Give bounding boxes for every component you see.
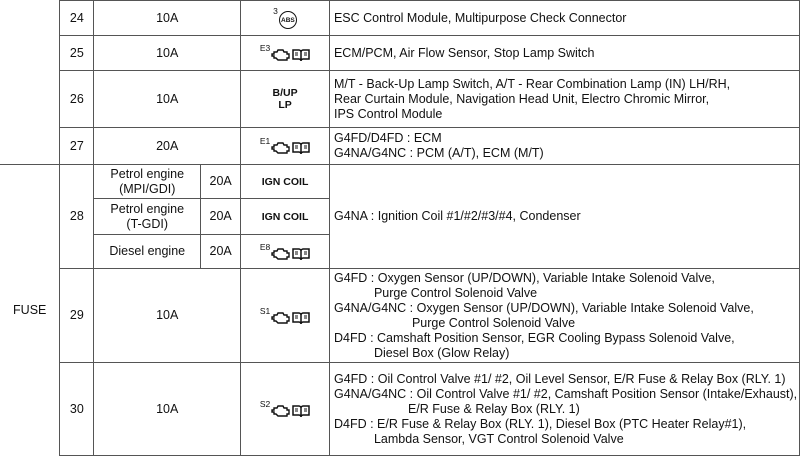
symbol-label: B/UP LP [272,87,298,111]
fuse-number: 27 [60,128,94,165]
fuse-description: ECM/PCM, Air Flow Sensor, Stop Lamp Switch [329,36,799,71]
fuse-description: M/T - Back-Up Lamp Switch, A/T - Rear Combination Lamp (IN) LH/RH, Rear Curtain Module, Navigation Head Unit, Electro Chromic Mirror, IPS Control Module [329,71,799,128]
engine-icon [271,311,291,325]
symbol-superscript: E8 [259,241,271,252]
manual-book-icon [292,48,310,62]
group-cell [0,128,60,165]
engine-type: Petrol engine (T-GDI) [94,199,201,235]
engine-icon [271,247,291,261]
fuse-number: 28 [60,165,94,269]
fuse-symbol [241,235,330,269]
fuse-number: 25 [60,36,94,71]
fuse-description: G4FD : Oil Control Valve #1/ #2, Oil Level Sensor, E/R Fuse & Relay Box (RLY. 1) G4NA/G4NC : Oil Control Valve #1/ #2, Camshaft Position Sensor (Intake/Exhaust), E/R Fuse & Relay Box (RLY. 1) D4FD : E/R Fuse & Relay Box (RLY. 1), Diesel Box (PTC Heater Relay#1), Lambda Sensor, VGT Control Solenoid Valve [329,363,799,456]
symbol-superscript: S2 [259,399,271,409]
table-row [0,1,800,36]
fuse-description: G4FD : Oxygen Sensor (UP/DOWN), Variable Intake Solenoid Valve, Purge Control Solenoid Valve G4NA/G4NC : Oxygen Sensor (UP/DOWN), Variable Intake Solenoid Valve, Purge Control Solenoid Valve D4FD : Camshaft Position Sensor, EGR Cooling Bypass Solenoid Valve, Diesel Box (Glow Relay) [329,269,799,363]
group-label: FUSE [0,165,60,456]
fuse-symbol [241,269,330,363]
fuse-rating: 10A [94,1,241,36]
table-row [0,363,800,456]
manual-book-icon [292,311,310,325]
fuse-description: ESC Control Module, Multipurpose Check Connector [329,1,799,36]
fuse-number: 24 [60,1,94,36]
fuse-symbol [241,36,330,71]
group-cell [0,71,60,128]
abs-icon: ABS [279,11,297,29]
table-row [0,165,800,199]
fuse-symbol [241,128,330,165]
fuse-rating: 10A [94,71,241,128]
symbol-superscript: S1 [259,305,271,316]
fuse-number: 26 [60,71,94,128]
fuse-rating: 20A [201,165,241,199]
fuse-symbol [241,363,330,456]
fuse-symbol [241,165,330,199]
fuse-symbol [241,71,330,128]
fuse-rating: 20A [201,199,241,235]
fuse-description: G4FD/D4FD : ECM G4NA/G4NC : PCM (A/T), ECM (M/T) [329,128,799,165]
fuse-rating: 20A [201,235,241,269]
engine-icon [271,141,291,155]
manual-book-icon [292,247,310,261]
engine-icon [271,404,291,418]
symbol-superscript: E3 [259,43,271,53]
fuse-description: G4NA : Ignition Coil #1/#2/#3/#4, Condenser [329,165,799,269]
symbol-label: IGN COIL [261,175,309,188]
fuse-rating: 10A [94,363,241,456]
fuse-symbol [241,1,330,36]
engine-icon [271,48,291,62]
symbol-label: IGN COIL [261,210,309,223]
symbol-superscript: E1 [259,136,271,146]
table-row [0,269,800,363]
engine-type: Petrol engine (MPI/GDI) [94,165,201,199]
group-cell-top [0,1,60,36]
engine-type: Diesel engine [94,235,201,269]
group-cell [0,36,60,71]
fuse-rating: 20A [94,128,241,165]
table-row [0,128,800,165]
table-row [0,71,800,128]
fuse-rating: 10A [94,36,241,71]
fuse-number: 29 [60,269,94,363]
fuse-number: 30 [60,363,94,456]
symbol-superscript: 3 [273,6,278,16]
fuse-symbol [241,199,330,235]
table-row [0,36,800,71]
manual-book-icon [292,141,310,155]
manual-book-icon [292,404,310,418]
fuse-rating: 10A [94,269,241,363]
